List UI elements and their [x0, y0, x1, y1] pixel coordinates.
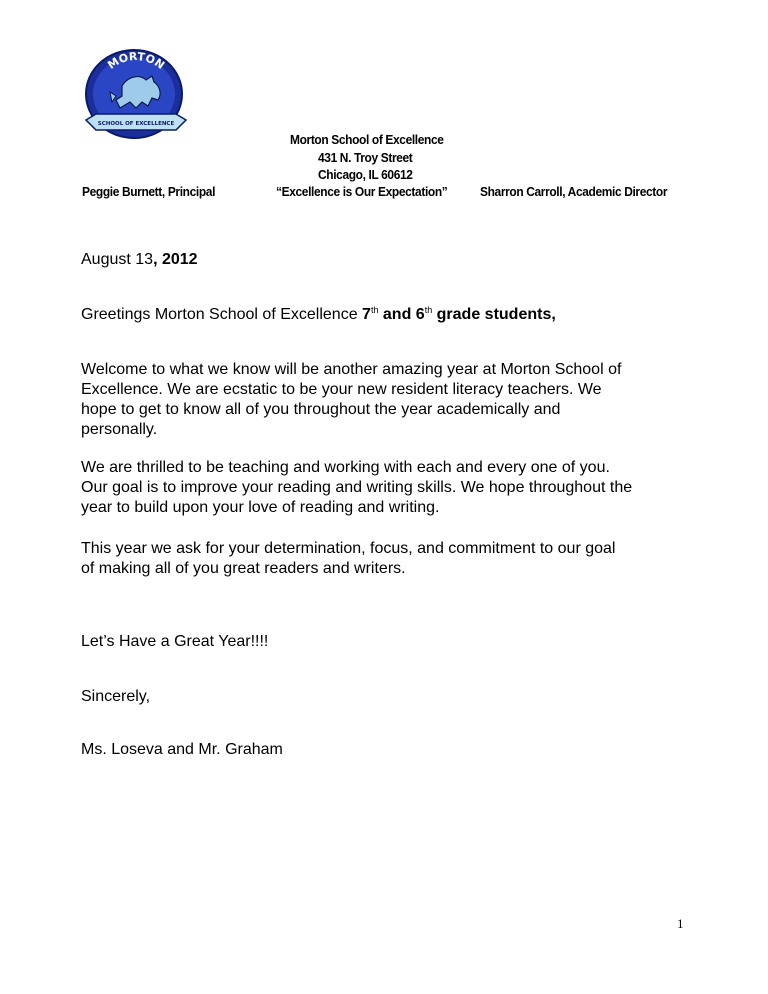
greeting-part1: Greetings Morton School of Excellence [81, 306, 363, 323]
academic-director-name: Sharron Carroll, Academic Director [480, 184, 668, 199]
closing-line: Let’s Have a Great Year!!!! [81, 633, 269, 650]
paragraph-line: Excellence. We are ecstatic to be your new resident literacy teachers. We [81, 381, 602, 398]
date-part2: , 2012 [153, 251, 198, 268]
greeting-sup2: th [424, 305, 433, 315]
date-part1: August 13 [81, 251, 154, 268]
city-address: Chicago, IL 60612 [318, 167, 413, 182]
paragraph-line: Our goal is to improve your reading and writing skills. We hope throughout the [81, 479, 633, 496]
principal-name: Peggie Burnett, Principal [82, 184, 216, 199]
school-logo [82, 46, 190, 150]
paragraph-2 [81, 458, 632, 518]
paragraph-line: of making all of you great readers and writers. [81, 560, 406, 577]
school-name: Morton School of Excellence [290, 132, 444, 147]
greeting-end: grade students, [432, 306, 556, 323]
paragraph-3 [81, 539, 615, 579]
greeting-num1: 7 [362, 306, 371, 323]
paragraph-line: personally. [81, 421, 158, 438]
logo-top-text: MORTON [105, 49, 167, 72]
paragraph-line: We are thrilled to be teaching and working with each and every one of you. [81, 459, 610, 476]
sign-off: Sincerely, [81, 688, 151, 705]
page-number: 1 [677, 916, 684, 931]
logo-banner-text: SCHOOL OF EXCELLENCE [97, 121, 175, 127]
paragraph-line: This year we ask for your determination, focus, and commitment to our goal [81, 540, 616, 557]
school-motto: “Excellence is Our Expectation” [276, 184, 448, 199]
paragraph-line: year to build upon your love of reading and writing. [81, 499, 440, 516]
paragraph-line: hope to get to know all of you throughout the year academically and [81, 401, 561, 418]
paragraph-1 [81, 360, 621, 440]
greeting-and: and 6 [378, 306, 425, 323]
signatures: Ms. Loseva and Mr. Graham [81, 741, 283, 758]
street-address: 431 N. Troy Street [318, 150, 413, 165]
greeting [81, 305, 556, 325]
paragraph-line: Welcome to what we know will be another amazing year at Morton School of [81, 361, 622, 378]
greeting-sup1: th [370, 305, 379, 315]
letter-date [81, 250, 198, 270]
